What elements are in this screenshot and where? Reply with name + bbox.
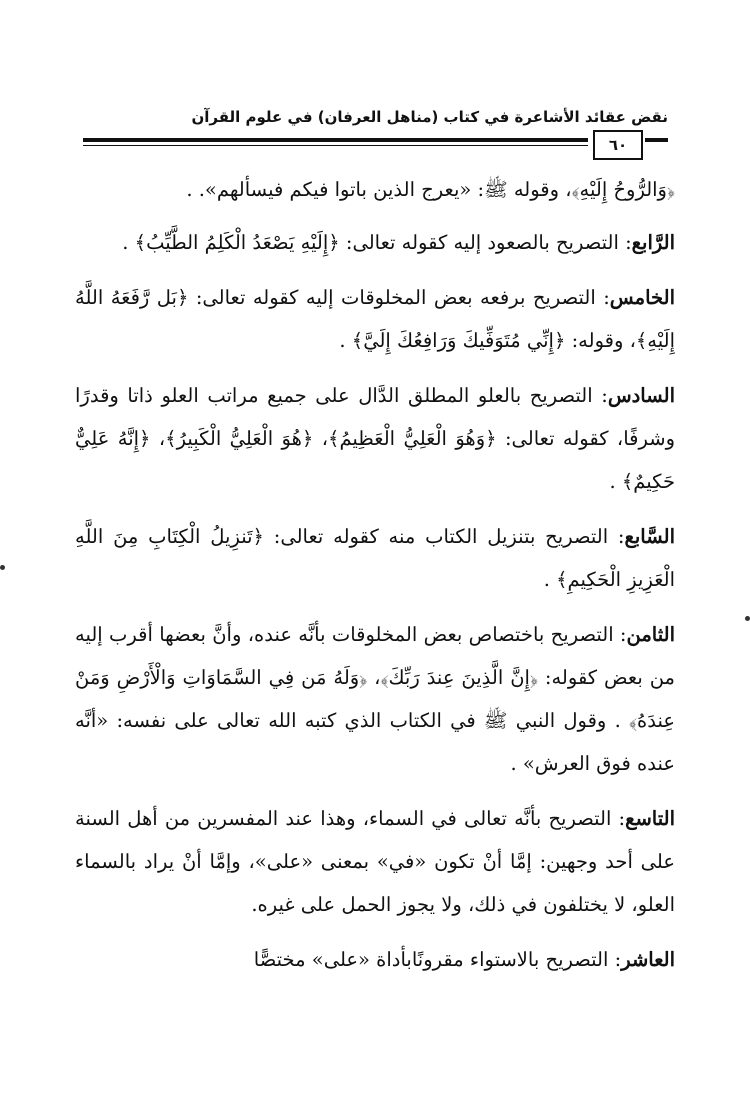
header-rule-thick — [83, 138, 588, 142]
running-title: نقض عقائد الأشاعرة في كتاب (مناهل العرفان) في علوم القرآن — [191, 108, 668, 126]
paragraph-tenth — [75, 938, 675, 981]
paragraph-seventh — [75, 515, 675, 601]
paragraph-text: : التصريح بالعلو المطلق الدَّال على جميع مراتب العلو ذاتا وقدرًا وشرفًا، كقوله تعالى: ﴿وَهُوَ الْعَلِيُّ الْعَظِيمُ﴾، ﴿هُوَ الْعَلِيُّ الْكَبِيرُ﴾، ﴿إِنَّهُ عَلِيٌّ حَكِيمٌ﴾ . — [75, 384, 675, 493]
body-text — [75, 168, 675, 993]
paragraph-fourth — [75, 221, 675, 264]
paragraph-term: العاشر — [621, 948, 675, 971]
paragraph-text: : التصريح باختصاص بعض المخلوقات بأنَّه عنده، وأنَّ بعضها أقرب إليه من بعض كقوله: ﴿إِنَّ الَّذِينَ عِندَ رَبِّكَ﴾، ﴿وَلَهُ مَن فِي السَّمَاوَاتِ وَالْأَرْضِ وَمَنْ عِندَهُ﴾ . وقول النبي ﷺ في الكتاب الذي كتبه الله تعالى على نفسه: «أنَّه عنده فوق العرش» . — [75, 623, 675, 775]
page-number: ٦٠ — [593, 130, 643, 160]
header-rule-thin — [83, 145, 588, 146]
paragraph-text: : التصريح برفعه بعض المخلوقات إليه كقوله تعالى: ﴿بَل رَّفَعَهُ اللَّهُ إِلَيْهِ﴾، وقوله: ﴿إِنِّي مُتَوَفِّيكَ وَرَافِعُكَ إِلَيَّ﴾ . — [75, 286, 675, 352]
paragraph-term: السَّابع — [624, 525, 675, 548]
paragraph-sixth — [75, 374, 675, 503]
paragraph-text: : التصريح بالصعود إليه كقوله تعالى: ﴿إِلَيْهِ يَصْعَدُ الْكَلِمُ الطَّيِّبُ﴾ . — [122, 231, 632, 254]
header-rule-right — [645, 138, 668, 142]
paragraph-text: : التصريح بتنزيل الكتاب منه كقوله تعالى: ﴿تَنزِيلُ الْكِتَابِ مِنَ اللَّهِ الْعَزِيزِ الْحَكِيمِ﴾ . — [75, 525, 675, 591]
paragraph-text: ﴿وَالرُّوحُ إِلَيْهِ﴾، وقوله ﷺ: «يعرج الذين باتوا فيكم فيسألهم». . — [186, 178, 675, 201]
paragraph-eighth — [75, 613, 675, 785]
paragraph-term: الخامس — [609, 286, 675, 309]
paragraph-text: : التصريح بالاستواء مقرونًابأداة «على» مختصًّا — [253, 948, 622, 971]
paragraph-term: الرَّابع — [631, 231, 675, 254]
paragraph-term: الثامن — [626, 623, 675, 646]
page-header — [83, 108, 668, 160]
paragraph-term: السادس — [607, 384, 675, 407]
paragraph-ninth — [75, 797, 675, 926]
paragraph-term: التاسع — [625, 807, 675, 830]
paragraph-fifth — [75, 276, 675, 362]
scan-mark — [0, 565, 5, 570]
paragraph-continuation — [75, 168, 675, 211]
scan-mark — [745, 616, 750, 621]
paragraph-text: : التصريح بأنَّه تعالى في السماء، وهذا عند المفسرين من أهل السنة على أحد وجهين: إمَّا أنْ تكون «في» بمعنى «على»، وإمَّا أنْ يراد بالسماء العلو، لا يختلفون في ذلك، ولا يجوز الحمل على غيره. — [75, 807, 675, 916]
